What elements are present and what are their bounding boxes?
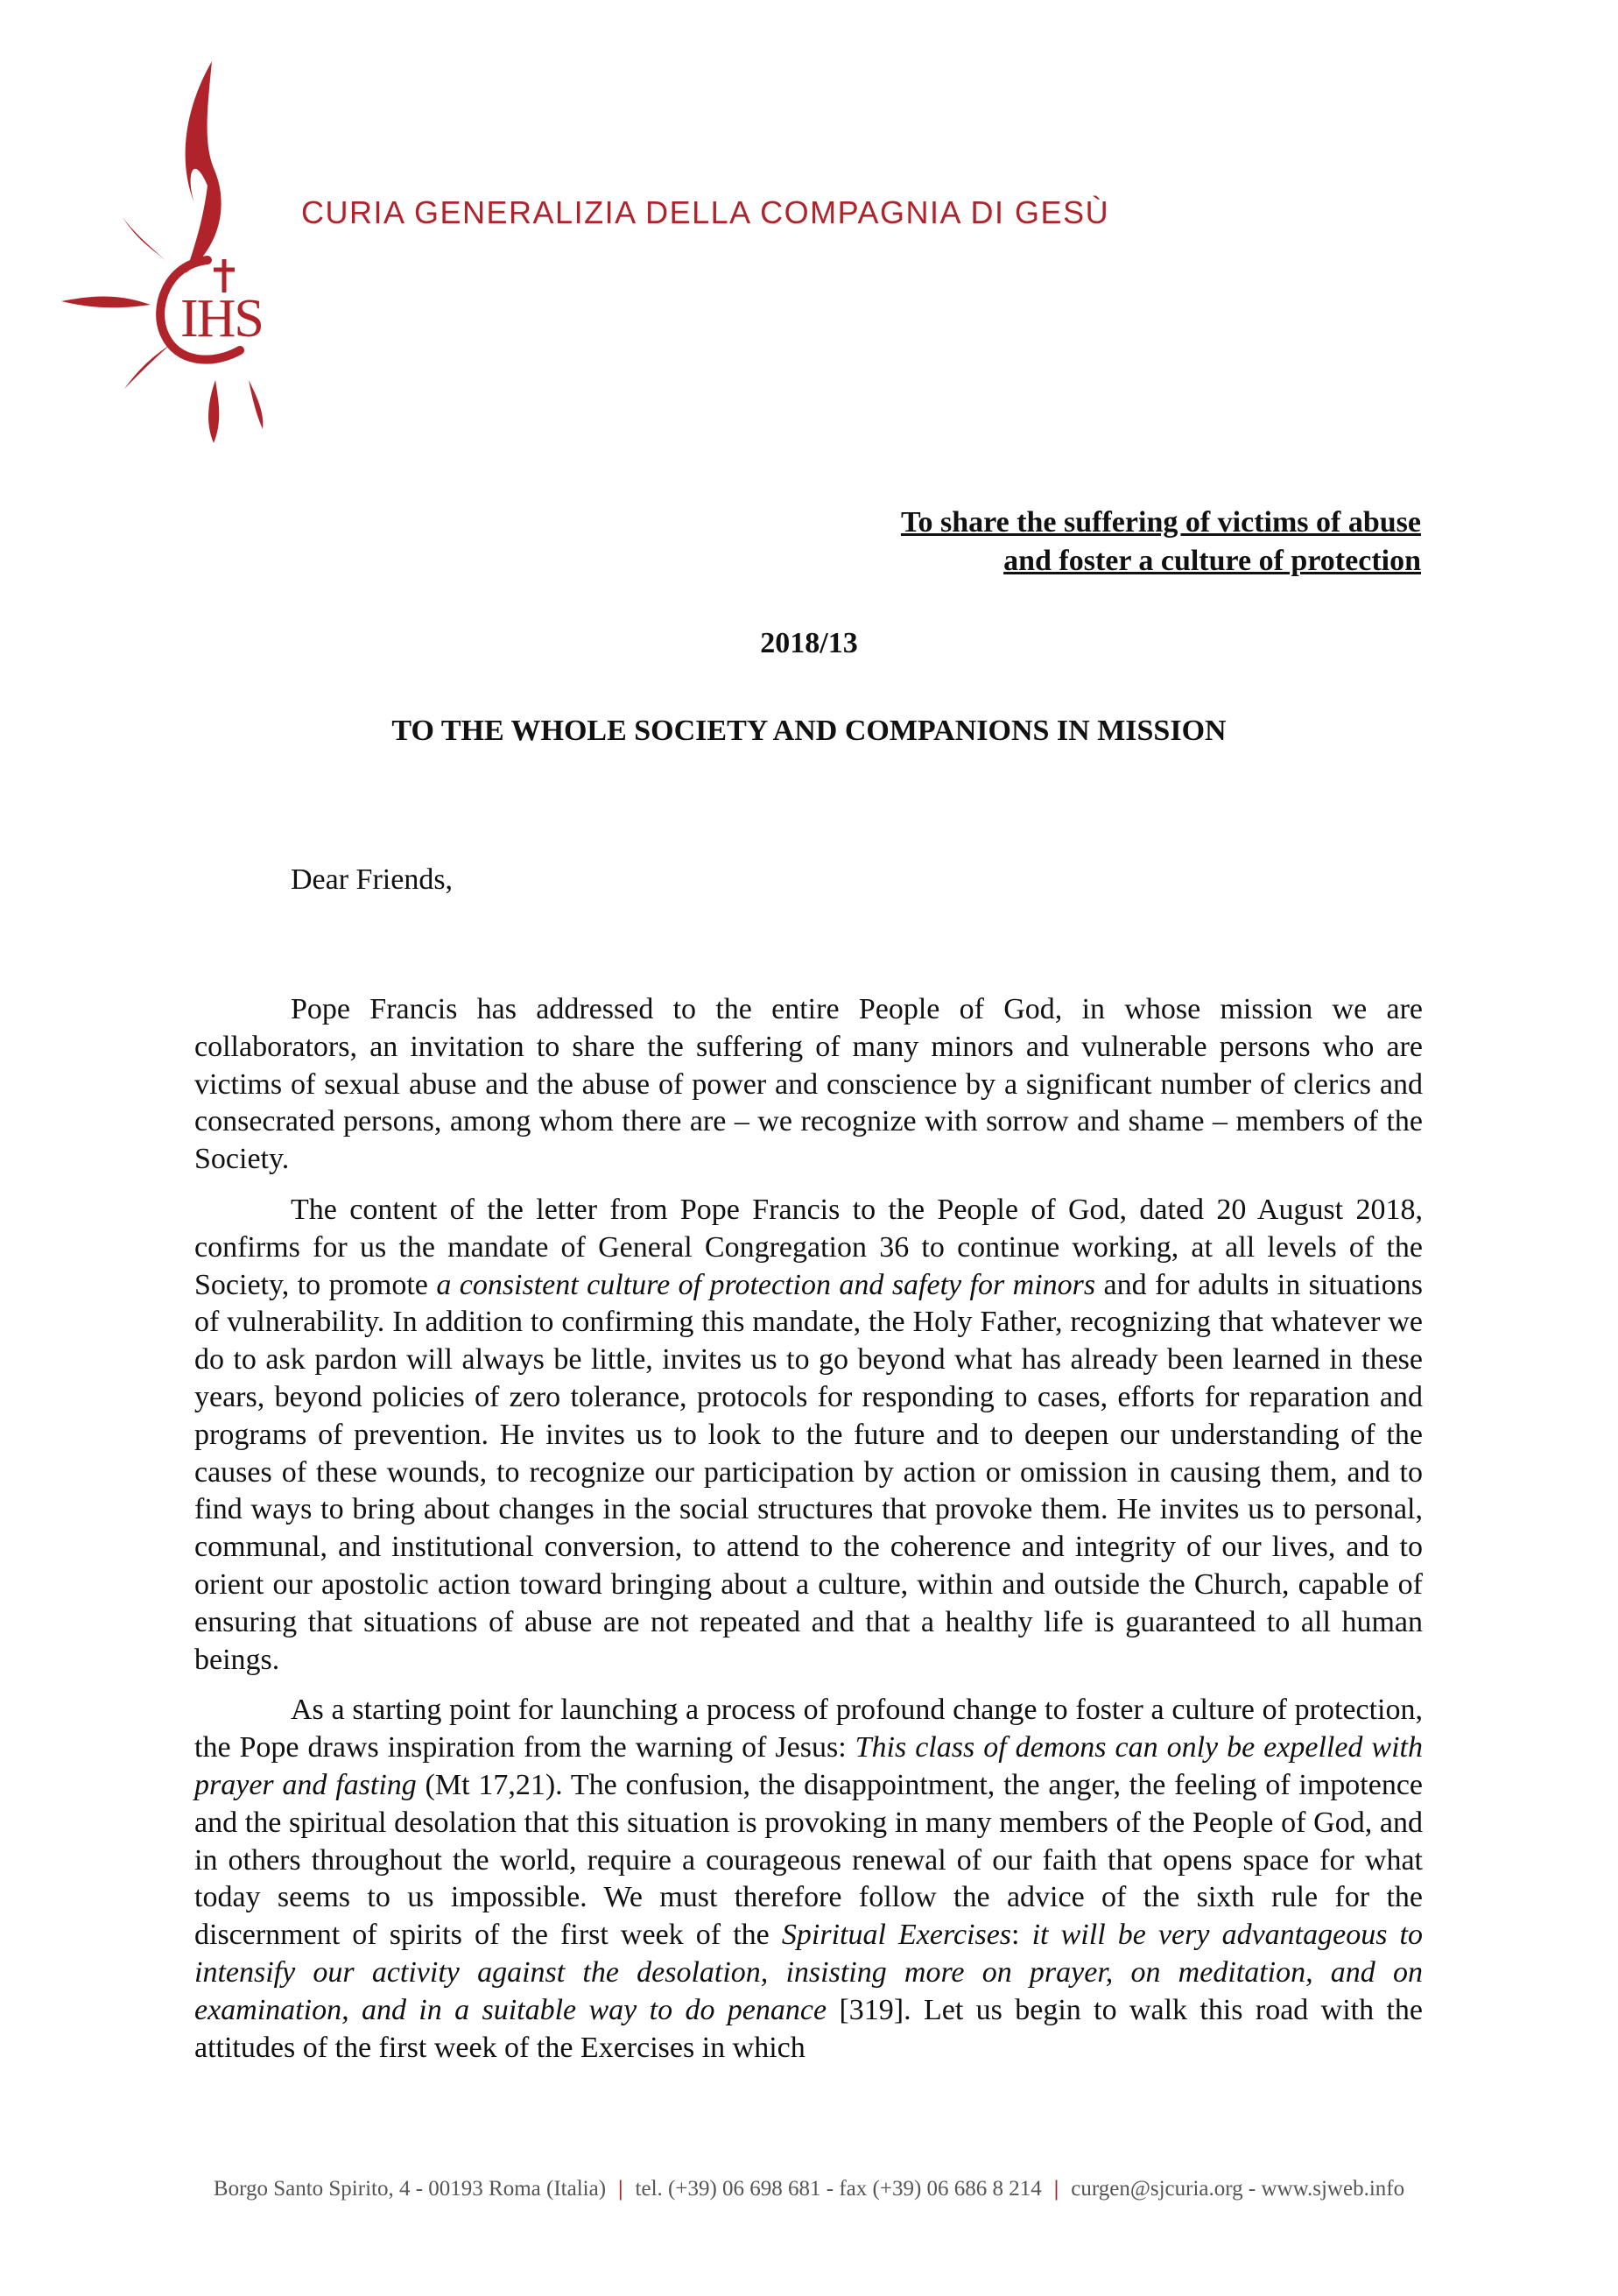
organization-name: CURIA GENERALIZIA DELLA COMPAGNIA DI GESÙ: [301, 194, 1110, 230]
paragraph-3-italic-3: it will be very advantageous to intensify our activity against the desolation, insisting more on prayer, on meditation, and on examination, and in a suitable way to do penance: [194, 1919, 1423, 2026]
paragraph-3-italic-1: This class of demons can only be expelled with prayer and fasting: [194, 1731, 1423, 1801]
footer-address: Borgo Santo Spirito, 4 - 00193 Roma (Italia): [213, 2177, 607, 2201]
paragraph-1: [194, 991, 1423, 1179]
paragraph-3-text-d: [319]. Let us begin to walk this road with the attitudes of the first week of the Exercises in which: [194, 1993, 1424, 2064]
paragraph-3-text-b: (Mt 17,21). The confusion, the disappointment, the anger, the feeling of impotence and the spiritual desolation that this situation is provoking in many members of the People of God, and in others throughout the world, require a courageous renewal of our faith that opens space for what today seems to us impossible. We must therefore follow the advice of the sixth rule for the discernment of spirits of the first week of the: [194, 1768, 1424, 1952]
paragraph-2-text-a: The content of the letter from Pope Francis to the People of God, dated 20 August 2018, confirms for us the mandate of General Congregation 36 to continue working, at all levels of the Society, to promote: [194, 1193, 1423, 1301]
salutation: Dear Friends,: [291, 863, 454, 896]
paragraph-3-italic-2: Spiritual Exercises: [781, 1919, 1012, 1952]
paragraph-2: [194, 1192, 1423, 1679]
subject-line-1: To share the suffering of victims of abuse: [900, 506, 1421, 539]
paragraph-2-text-b: and for adults in situations of vulnerability. In addition to confirming this mandate, the Holy Father, recognizing that whatever we do to ask pardon will always be little, invites us to go beyond what has already been learned in these years, beyond policies of zero tolerance, protocols for responding to cases, efforts for reparation and programs of prevention. He invites us to look to the future and to deepen our understanding of the causes of these wounds, to recognize our participation by action or omission in causing them, and to find ways to bring about changes in the social structures that provoke them. He invites us to personal, communal, and institutional conversion, to attend to the coherence and integrity of our lives, and to orient our apostolic action toward bringing about a culture, within and outside the Church, capable of ensuring that situations of abuse are not repeated and that a healthy life is guaranteed to all human beings.: [194, 1268, 1423, 1676]
logo-ray-upper-left: [123, 217, 168, 263]
letter-footer: [0, 2177, 1618, 2201]
logo-ihs-text: IHS: [180, 289, 263, 349]
letter-subject: [901, 504, 1421, 581]
addressee: TO THE WHOLE SOCIETY AND COMPANIONS IN MISSION: [391, 715, 1227, 747]
paragraph-3: [194, 1692, 1423, 2067]
footer-separator: |: [1053, 2177, 1059, 2201]
paragraph-1-text: Pope Francis has addressed to the entire People of God, in whose mission we are collaborators, an invitation to share the suffering of many minors and vulnerable persons who are victims of sexual abuse and the abuse of power and conscience by a significant number of clerics and consecrated persons, among whom there are – we recognize with sorrow and shame – members of the Society.: [194, 993, 1423, 1176]
subject-line-2: and foster a culture of protection: [1003, 545, 1421, 577]
logo-ray-top: [186, 61, 222, 273]
jesuit-sun-logo: [54, 54, 282, 457]
logo-ray-lower-right: [249, 380, 263, 429]
logo-ray-lower-left: [124, 345, 170, 389]
logo-ray-bottom: [208, 380, 219, 443]
paragraph-3-text-c: :: [1011, 1919, 1032, 1952]
letter-number: 2018/13: [760, 627, 858, 659]
letter-body: [194, 991, 1423, 2080]
footer-separator: |: [618, 2177, 623, 2201]
footer-phone: tel. (+39) 06 698 681 - fax (+39) 06 686 8 214: [635, 2177, 1042, 2201]
logo-ray-left: [61, 297, 151, 308]
paragraph-2-italic: a consistent culture of protection and safety for minors: [436, 1268, 1096, 1301]
paragraph-3-text-a: As a starting point for launching a process of profound change to foster a culture of protection, the Pope draws inspiration from the warning of Jesus:: [194, 1694, 1423, 1764]
footer-contact: curgen@sjcuria.org - www.sjweb.info: [1071, 2177, 1405, 2201]
